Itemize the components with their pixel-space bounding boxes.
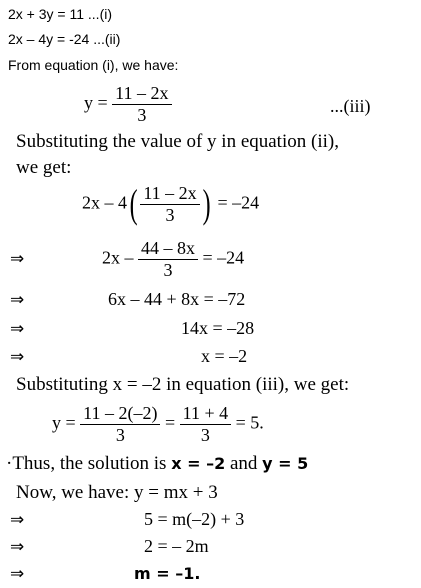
implies-arrow-4: ⇒	[10, 347, 25, 367]
solution-line	[6, 453, 308, 475]
substitution-line-1: Substituting the value of y in equation (ii),	[16, 131, 339, 152]
step-8: 2 = – 2m	[144, 536, 209, 556]
step6-rhs: = 5.	[235, 412, 264, 433]
step-6	[52, 403, 264, 445]
substitution-2: Substituting x = –2 in equation (iii), we get:	[16, 374, 350, 395]
implies-arrow-2: ⇒	[10, 290, 25, 310]
equation-iii	[84, 83, 172, 125]
step6-numerator-2: 11 + 4	[180, 403, 231, 425]
step6-denominator-2: 3	[200, 424, 210, 445]
implies-arrow-7: ⇒	[10, 564, 25, 584]
open-paren: (	[129, 181, 138, 227]
step-3: 6x – 44 + 8x = –72	[108, 289, 246, 309]
step6-lhs: y =	[52, 412, 76, 433]
close-paren: )	[202, 181, 211, 227]
equation-ii: 2x – 4y = -24 ...(ii)	[8, 31, 121, 47]
step-7: 5 = m(–2) + 3	[144, 509, 245, 529]
step-5: x = –2	[201, 346, 248, 366]
solution-x: x = –2	[171, 454, 226, 473]
step2-denominator: 3	[163, 259, 173, 280]
step1-denominator: 3	[165, 204, 175, 225]
eq3-lhs: y =	[84, 92, 108, 113]
implies-arrow-3: ⇒	[10, 319, 25, 339]
eq3-numerator: 11 – 2x	[112, 83, 171, 105]
eq3-tag: ...(iii)	[330, 96, 371, 116]
step1-fraction	[140, 183, 199, 225]
step1-rhs: = –24	[217, 192, 260, 213]
step2-numerator: 44 – 8x	[138, 238, 198, 260]
now-line: Now, we have: y = mx + 3	[16, 482, 218, 503]
step1-numerator: 11 – 2x	[140, 183, 199, 205]
solution-prefix: ·Thus, the solution is	[6, 453, 172, 474]
step-9	[134, 564, 200, 584]
step6-numerator-1: 11 – 2(–2)	[80, 403, 160, 425]
intro-text: From equation (i), we have:	[8, 57, 179, 73]
step-1	[82, 183, 259, 225]
step1-lhs: 2x – 4	[82, 192, 127, 213]
solution-and: and	[225, 453, 263, 474]
implies-arrow-1: ⇒	[10, 249, 25, 269]
step6-fraction-2	[180, 403, 231, 445]
eq3-denominator: 3	[137, 104, 147, 125]
equation-i: 2x + 3y = 11 ...(i)	[8, 6, 113, 22]
step6-fraction-1	[80, 403, 160, 445]
step6-equals: =	[164, 412, 176, 433]
step2-fraction	[138, 238, 198, 280]
step-4: 14x = –28	[181, 318, 255, 338]
substitution-line-2: we get:	[16, 157, 72, 178]
step2-rhs: = –24	[202, 247, 245, 268]
step-2	[102, 238, 244, 280]
implies-arrow-5: ⇒	[10, 510, 25, 530]
implies-arrow-6: ⇒	[10, 537, 25, 557]
step2-lhs: 2x –	[102, 247, 134, 268]
final-m-value: m = –1.	[134, 564, 201, 583]
step6-denominator-1: 3	[115, 424, 125, 445]
solution-y: y = 5	[262, 454, 309, 473]
eq3-fraction	[112, 83, 171, 125]
